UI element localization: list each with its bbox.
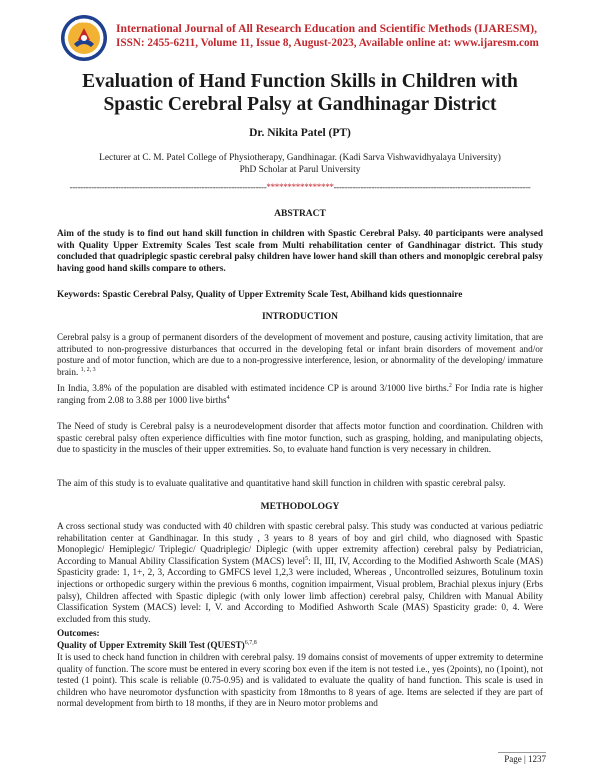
keywords: Keywords: Spastic Cerebral Palsy, Quality of Upper Extremity Scale Test, Abilhand kids questionnaire <box>57 290 463 300</box>
quest-paragraph: It is used to check hand function in children with cerebral palsy. 19 domains consist of movements of upper extremity to determine quality of function. The score must be entered in every scoring box even if the item is not tested i.e., yes (2points), no (1point), not tested (1 point). This scale is reliable (0.75-0.95) and is validated to evaluate the quality of hand function. This scale is used in children who have neuromotor dysfunction with spasticity from 18months to 8 years of age. Items are selected if they are part of normal development from birth to 18 months, if they are in Neuro motor problems and <box>57 653 543 710</box>
page-number: Page | 1237 <box>498 752 546 764</box>
abstract-text: Aim of the study is to find out hand skill function in children with Spastic Cerebral Palsy. 40 participants were analysed with Quality Upper Extremity Scales Test scale from Multi rehabilitation center of Gandhinagar district. This study concluded that quadriplegic spastic cerebral palsy children have lower hand skill than others and monoplgic cerebral palsy having good hand skills compare to others. <box>57 229 543 274</box>
journal-header <box>116 22 556 50</box>
introduction-heading: INTRODUCTION <box>261 312 338 322</box>
citation-superscript: 6,7,8 <box>244 639 257 646</box>
abstract-heading: ABSTRACT <box>274 209 326 219</box>
quest-subheading: Quality of Upper Extremity Skill Test (QUEST)$^{6,7,8}$ <box>57 639 257 651</box>
section-separator <box>50 182 550 192</box>
paper-title-line-2: Spastic Cerebral Palsy at Gandhinagar District <box>103 94 497 115</box>
introduction-paragraph-4: The aim of this study is to evaluate qualitative and quantitative hand skill function in children with spastic cerebral palsy. <box>57 479 506 489</box>
separator-dashes-left: ------------------------------------------------------------------------- <box>69 182 267 192</box>
affiliation-line-2: PhD Scholar at Parul University <box>239 164 361 175</box>
methodology-heading: METHODOLOGY <box>260 502 340 512</box>
affiliation-line-1: Lecturer at C. M. Patel College of Physiotherapy, Gandhinagar. (Kadi Sarva Vishwavidhyalaya University) <box>99 153 501 163</box>
citation-superscript: 1, 2, 3 <box>80 366 96 373</box>
outcomes-heading: Outcomes: <box>57 629 100 639</box>
author-name: Dr. Nikita Patel (PT) <box>249 127 351 139</box>
journal-logo-icon <box>60 14 108 62</box>
introduction-paragraph-3: The Need of study is Cerebral palsy is a neurodevelopment disorder that affects motor function and coordination. Children with spastic cerebral palsy often experience difficulties with fine motor function, such as grasping, holding, and manipulating objects, due to spasticity in the muscles of their upper extremities. So, to evaluate hand function is very necessary in children. <box>57 422 543 456</box>
methodology-paragraph: A cross sectional study was conducted with 40 children with spastic cerebral palsy. This study was conducted at various pediatric rehabilitation center at Gandhinagar. In this study , 3 years to 8 years of boy and girl child, who diagnosed with Spastic Monoplegic/ Hemiplegic/ Triplegic/ Quadriplegic/ Diplegic (with upper extremity affection) cerebral palsy by Pediatrician, According to Manual Ability Classification System (MACS) level$^5$: II, III, IV, According to the Modified Ashworth Scale (MAS) Spasticity grade: 1, 1+, 2, 3, According to GMFCS level 1,2,3 were included, Whereas , Uncontrolled seizures, Botulinum toxin injections or orthopedic surgery within the previous 6 months, cognition impairment, Visual problem, Brachial plexus injury (Erbs palsy), Children affected with Spastic diplegic (with only lower limb affection) cerebral palsy, Children with Manual Ability Classification System (MACS) level: I, V. and According to Modified Ashworth Scale (MAS) Spasticity grade: 0, 4. Were excluded from this study. <box>57 522 543 625</box>
introduction-paragraph-2: In India, 3.8% of the population are disabled with estimated incidence CP is around 3/1000 live births.$^2$ For India rate is higher ranging from 2.08 to 3.88 per 1000 live births$^4$ <box>57 382 543 406</box>
citation-superscript: 4 <box>226 394 230 401</box>
journal-issn-line: ISSN: 2455-6211, Volume 11, Issue 8, August-2023, Available online at: www.ijaresm.com <box>116 37 539 49</box>
citation-superscript: 2 <box>448 382 452 389</box>
journal-title-line: International Journal of All Research Education and Scientific Methods (IJARESM), <box>116 22 538 35</box>
author-affiliation <box>40 153 560 176</box>
paper-title <box>40 70 560 116</box>
paper-title-line-1: Evaluation of Hand Function Skills in Children with <box>82 71 518 92</box>
separator-dashes-right: ------------------------------------------------------------------------- <box>333 182 531 192</box>
logo-text: IJARESM <box>74 19 94 24</box>
separator-stars: **************** <box>266 182 334 192</box>
introduction-paragraph-1: Cerebral palsy is a group of permanent disorders of the development of movement and posture, causing activity limitation, that are attributed to non-progressive disturbances that occurred in the developing fetal or infant brain disorders of movement and/or posture and of motor function, which are due to a non-progressive interference, lesion, or abnormality of the developing/ immature brain. $^{1, 2, 3}$ <box>57 333 543 378</box>
citation-superscript: 5 <box>305 555 309 562</box>
